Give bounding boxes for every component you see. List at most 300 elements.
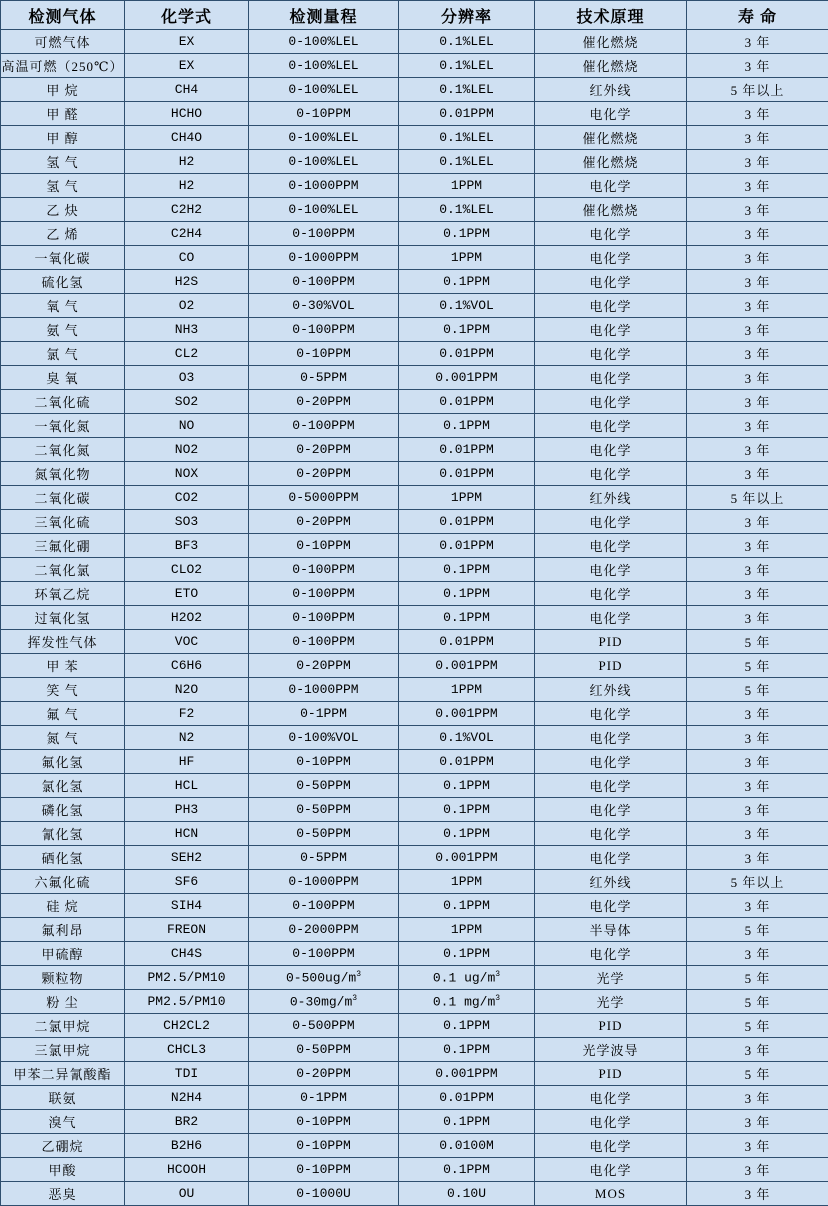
cell-range: 0-1000U xyxy=(249,1182,399,1206)
cell-technology: 电化学 xyxy=(535,846,687,870)
table-row xyxy=(1,966,828,990)
cell-resolution: 0.1PPM xyxy=(399,1158,535,1182)
cell-gas: 氨 气 xyxy=(1,318,125,342)
cell-resolution: 0.1%LEL xyxy=(399,198,535,222)
table-row xyxy=(1,54,828,78)
cell-formula: F2 xyxy=(125,702,249,726)
cell-formula: EX xyxy=(125,54,249,78)
table-row xyxy=(1,438,828,462)
cell-resolution: 0.1 $mg/m^3$ xyxy=(399,990,535,1014)
cell-resolution: 0.1PPM xyxy=(399,774,535,798)
cell-resolution: 0.1PPM xyxy=(399,582,535,606)
cell-lifetime: 3 年 xyxy=(687,150,828,174)
cell-range: 0-100PPM xyxy=(249,222,399,246)
column-header-technology: 技术原理 xyxy=(535,1,687,30)
cell-lifetime: 3 年 xyxy=(687,582,828,606)
cell-formula: PM2.5/PM10 xyxy=(125,990,249,1014)
cell-range: 0-20PPM xyxy=(249,510,399,534)
cell-technology: 电化学 xyxy=(535,1158,687,1182)
cell-range: 0-1PPM xyxy=(249,1086,399,1110)
cell-formula: OU xyxy=(125,1182,249,1206)
cell-technology: 半导体 xyxy=(535,918,687,942)
cell-gas: 甲 烷 xyxy=(1,78,125,102)
cell-formula: N2H4 xyxy=(125,1086,249,1110)
cell-formula: N2 xyxy=(125,726,249,750)
table-row xyxy=(1,654,828,678)
cell-range: 0-1PPM xyxy=(249,702,399,726)
cell-range: 0-20PPM xyxy=(249,390,399,414)
cell-gas: 二氧化碳 xyxy=(1,486,125,510)
cell-lifetime: 5 年 xyxy=(687,918,828,942)
cell-lifetime: 5 年 xyxy=(687,630,828,654)
table-row xyxy=(1,102,828,126)
table-row xyxy=(1,30,828,54)
cell-formula: VOC xyxy=(125,630,249,654)
table-row xyxy=(1,1158,828,1182)
table-row xyxy=(1,702,828,726)
table-row xyxy=(1,150,828,174)
column-header-formula: 化学式 xyxy=(125,1,249,30)
cell-range: 0-100%LEL xyxy=(249,150,399,174)
table-row xyxy=(1,846,828,870)
cell-formula: C6H6 xyxy=(125,654,249,678)
cell-resolution: 0.01PPM xyxy=(399,390,535,414)
cell-formula: H2O2 xyxy=(125,606,249,630)
table-row xyxy=(1,822,828,846)
cell-lifetime: 3 年 xyxy=(687,270,828,294)
cell-lifetime: 3 年 xyxy=(687,462,828,486)
cell-gas: 高温可燃（250℃） xyxy=(1,54,125,78)
cell-resolution: 0.01PPM xyxy=(399,534,535,558)
cell-range: 0-10PPM xyxy=(249,102,399,126)
cell-technology: 电化学 xyxy=(535,894,687,918)
cell-lifetime: 3 年 xyxy=(687,1134,828,1158)
cell-technology: 电化学 xyxy=(535,582,687,606)
table-row xyxy=(1,1182,828,1206)
cell-formula: H2 xyxy=(125,174,249,198)
cell-resolution: 1PPM xyxy=(399,486,535,510)
table-row xyxy=(1,198,828,222)
cell-gas: 一氧化碳 xyxy=(1,246,125,270)
cell-technology: 电化学 xyxy=(535,750,687,774)
cell-formula: PH3 xyxy=(125,798,249,822)
cell-gas: 过氧化氢 xyxy=(1,606,125,630)
cell-gas: 氮氧化物 xyxy=(1,462,125,486)
cell-lifetime: 3 年 xyxy=(687,246,828,270)
cell-technology: 电化学 xyxy=(535,366,687,390)
cell-range: 0-10PPM xyxy=(249,1134,399,1158)
table-row xyxy=(1,606,828,630)
cell-resolution: 0.1%LEL xyxy=(399,150,535,174)
cell-gas: 二氧化氮 xyxy=(1,438,125,462)
cell-resolution: 0.1%LEL xyxy=(399,54,535,78)
table-row xyxy=(1,270,828,294)
cell-technology: 红外线 xyxy=(535,870,687,894)
cell-range: 0-50PPM xyxy=(249,798,399,822)
table-row xyxy=(1,78,828,102)
cell-technology: 催化燃烧 xyxy=(535,54,687,78)
cell-technology: 电化学 xyxy=(535,246,687,270)
cell-formula: CH4O xyxy=(125,126,249,150)
table-row xyxy=(1,678,828,702)
cell-range: 0-10PPM xyxy=(249,534,399,558)
cell-formula: CO2 xyxy=(125,486,249,510)
table-row xyxy=(1,726,828,750)
cell-range: 0-1000PPM xyxy=(249,174,399,198)
table-row xyxy=(1,1110,828,1134)
cell-formula: NOX xyxy=(125,462,249,486)
cell-formula: NO2 xyxy=(125,438,249,462)
cell-resolution: 0.1%VOL xyxy=(399,726,535,750)
cell-formula: EX xyxy=(125,30,249,54)
cell-range: 0-500PPM xyxy=(249,1014,399,1038)
table-row xyxy=(1,534,828,558)
cell-lifetime: 5 年 xyxy=(687,1014,828,1038)
cell-lifetime: 3 年 xyxy=(687,102,828,126)
cell-resolution: 0.01PPM xyxy=(399,102,535,126)
cell-range: 0-100%VOL xyxy=(249,726,399,750)
table-row xyxy=(1,942,828,966)
cell-resolution: 0.1PPM xyxy=(399,1110,535,1134)
cell-range: 0-100PPM xyxy=(249,630,399,654)
cell-lifetime: 3 年 xyxy=(687,198,828,222)
cell-resolution: 0.1PPM xyxy=(399,894,535,918)
cell-gas: 可燃气体 xyxy=(1,30,125,54)
cell-gas: 三氧化硫 xyxy=(1,510,125,534)
cell-resolution: 1PPM xyxy=(399,870,535,894)
cell-formula: SO3 xyxy=(125,510,249,534)
cell-range: 0-2000PPM xyxy=(249,918,399,942)
cell-gas: 环氧乙烷 xyxy=(1,582,125,606)
cell-range: 0-50PPM xyxy=(249,822,399,846)
table-row xyxy=(1,582,828,606)
cell-resolution: 0.01PPM xyxy=(399,342,535,366)
cell-formula: NO xyxy=(125,414,249,438)
table-row xyxy=(1,390,828,414)
cell-technology: 电化学 xyxy=(535,1134,687,1158)
cell-range: 0-100PPM xyxy=(249,582,399,606)
cell-gas: 二氧化氯 xyxy=(1,558,125,582)
cell-gas: 氟利昂 xyxy=(1,918,125,942)
cell-technology: 电化学 xyxy=(535,1086,687,1110)
cell-lifetime: 3 年 xyxy=(687,342,828,366)
cell-lifetime: 3 年 xyxy=(687,846,828,870)
cell-resolution: 0.1PPM xyxy=(399,414,535,438)
cell-range: 0-100%LEL xyxy=(249,30,399,54)
table-row xyxy=(1,174,828,198)
cell-lifetime: 3 年 xyxy=(687,606,828,630)
cell-formula: HCL xyxy=(125,774,249,798)
cell-range: 0-100%LEL xyxy=(249,198,399,222)
cell-resolution: 0.01PPM xyxy=(399,1086,535,1110)
cell-technology: 光学 xyxy=(535,990,687,1014)
table-row xyxy=(1,870,828,894)
cell-range: 0-100%LEL xyxy=(249,54,399,78)
cell-gas: 溴气 xyxy=(1,1110,125,1134)
cell-resolution: 0.1 $ug/m^3$ xyxy=(399,966,535,990)
cell-gas: 氧 气 xyxy=(1,294,125,318)
cell-formula: CH4S xyxy=(125,942,249,966)
cell-technology: 电化学 xyxy=(535,702,687,726)
cell-technology: 电化学 xyxy=(535,318,687,342)
cell-formula: B2H6 xyxy=(125,1134,249,1158)
cell-resolution: 0.1%LEL xyxy=(399,78,535,102)
column-header-range: 检测量程 xyxy=(249,1,399,30)
cell-formula: HCOOH xyxy=(125,1158,249,1182)
table-row xyxy=(1,126,828,150)
cell-gas: 氢 气 xyxy=(1,174,125,198)
cell-lifetime: 3 年 xyxy=(687,222,828,246)
cell-range: 0-100PPM xyxy=(249,558,399,582)
cell-range: 0-20PPM xyxy=(249,462,399,486)
table-row xyxy=(1,510,828,534)
cell-gas: 二氯甲烷 xyxy=(1,1014,125,1038)
cell-resolution: 0.001PPM xyxy=(399,654,535,678)
cell-range: 0-1000PPM xyxy=(249,246,399,270)
cell-lifetime: 5 年 xyxy=(687,990,828,1014)
table-row xyxy=(1,462,828,486)
cell-technology: 光学波导 xyxy=(535,1038,687,1062)
cell-technology: PID xyxy=(535,1014,687,1038)
cell-technology: 催化燃烧 xyxy=(535,198,687,222)
cell-resolution: 0.1PPM xyxy=(399,270,535,294)
cell-lifetime: 3 年 xyxy=(687,894,828,918)
cell-resolution: 1PPM xyxy=(399,678,535,702)
cell-resolution: 0.1PPM xyxy=(399,822,535,846)
cell-technology: 电化学 xyxy=(535,222,687,246)
cell-formula: H2S xyxy=(125,270,249,294)
cell-gas: 氮 气 xyxy=(1,726,125,750)
cell-formula: CHCL3 xyxy=(125,1038,249,1062)
cell-lifetime: 3 年 xyxy=(687,534,828,558)
cell-technology: 电化学 xyxy=(535,294,687,318)
cell-resolution: 0.1PPM xyxy=(399,1014,535,1038)
cell-resolution: 0.01PPM xyxy=(399,750,535,774)
cell-lifetime: 3 年 xyxy=(687,1182,828,1206)
cell-range: 0-20PPM xyxy=(249,438,399,462)
table-row xyxy=(1,222,828,246)
cell-technology: MOS xyxy=(535,1182,687,1206)
cell-technology: 电化学 xyxy=(535,822,687,846)
cell-technology: 电化学 xyxy=(535,942,687,966)
cell-range: 0-100PPM xyxy=(249,894,399,918)
cell-lifetime: 3 年 xyxy=(687,318,828,342)
cell-range: 0-50PPM xyxy=(249,774,399,798)
cell-range: 0-100PPM xyxy=(249,414,399,438)
cell-formula: SEH2 xyxy=(125,846,249,870)
cell-formula: CH4 xyxy=(125,78,249,102)
cell-range: 0-5PPM xyxy=(249,846,399,870)
column-header-lifetime: 寿 命 xyxy=(687,1,828,30)
cell-range: 0-20PPM xyxy=(249,654,399,678)
cell-resolution: 1PPM xyxy=(399,918,535,942)
cell-range: $0-500ug/m^3$ xyxy=(249,966,399,990)
table-row xyxy=(1,894,828,918)
cell-range: 0-100PPM xyxy=(249,318,399,342)
table-row xyxy=(1,918,828,942)
cell-technology: PID xyxy=(535,1062,687,1086)
table-row xyxy=(1,774,828,798)
cell-gas: 甲苯二异氰酸酯 xyxy=(1,1062,125,1086)
cell-technology: 电化学 xyxy=(535,414,687,438)
cell-technology: PID xyxy=(535,654,687,678)
cell-range: 0-100%LEL xyxy=(249,78,399,102)
cell-gas: 二氧化硫 xyxy=(1,390,125,414)
cell-lifetime: 3 年 xyxy=(687,366,828,390)
cell-formula: CH2CL2 xyxy=(125,1014,249,1038)
table-row xyxy=(1,342,828,366)
cell-gas: 颗粒物 xyxy=(1,966,125,990)
cell-formula: CLO2 xyxy=(125,558,249,582)
cell-range: 0-20PPM xyxy=(249,1062,399,1086)
cell-lifetime: 3 年 xyxy=(687,126,828,150)
cell-formula: HF xyxy=(125,750,249,774)
cell-formula: BF3 xyxy=(125,534,249,558)
cell-gas: 氰化氢 xyxy=(1,822,125,846)
cell-range: 0-1000PPM xyxy=(249,678,399,702)
table-row xyxy=(1,414,828,438)
cell-gas: 甲酸 xyxy=(1,1158,125,1182)
table-row xyxy=(1,990,828,1014)
cell-resolution: 0.10U xyxy=(399,1182,535,1206)
cell-technology: 电化学 xyxy=(535,102,687,126)
table-row xyxy=(1,1014,828,1038)
cell-gas: 硫化氢 xyxy=(1,270,125,294)
cell-gas: 一氧化氮 xyxy=(1,414,125,438)
cell-range: 0-30%VOL xyxy=(249,294,399,318)
cell-range: 0-1000PPM xyxy=(249,870,399,894)
cell-resolution: 0.1PPM xyxy=(399,798,535,822)
cell-lifetime: 5 年 xyxy=(687,966,828,990)
cell-gas: 硅 烷 xyxy=(1,894,125,918)
cell-technology: 电化学 xyxy=(535,774,687,798)
table-row xyxy=(1,630,828,654)
cell-resolution: 0.01PPM xyxy=(399,630,535,654)
cell-range: $0-30mg/m^3$ xyxy=(249,990,399,1014)
cell-technology: 电化学 xyxy=(535,726,687,750)
cell-resolution: 0.001PPM xyxy=(399,366,535,390)
cell-lifetime: 3 年 xyxy=(687,942,828,966)
cell-lifetime: 5 年 xyxy=(687,678,828,702)
cell-lifetime: 3 年 xyxy=(687,294,828,318)
cell-range: 0-100PPM xyxy=(249,942,399,966)
cell-lifetime: 3 年 xyxy=(687,510,828,534)
cell-gas: 乙 烯 xyxy=(1,222,125,246)
cell-resolution: 0.1%VOL xyxy=(399,294,535,318)
cell-range: 0-10PPM xyxy=(249,750,399,774)
cell-lifetime: 5 年 xyxy=(687,654,828,678)
cell-technology: 电化学 xyxy=(535,510,687,534)
cell-formula: SF6 xyxy=(125,870,249,894)
cell-lifetime: 3 年 xyxy=(687,390,828,414)
table-row xyxy=(1,1038,828,1062)
cell-lifetime: 3 年 xyxy=(687,726,828,750)
table-row xyxy=(1,558,828,582)
cell-formula: C2H2 xyxy=(125,198,249,222)
cell-gas: 氟化氢 xyxy=(1,750,125,774)
cell-resolution: 0.001PPM xyxy=(399,1062,535,1086)
cell-gas: 磷化氢 xyxy=(1,798,125,822)
column-header-gas: 检测气体 xyxy=(1,1,125,30)
table-row xyxy=(1,1086,828,1110)
cell-technology: 电化学 xyxy=(535,174,687,198)
cell-range: 0-100PPM xyxy=(249,270,399,294)
cell-technology: 电化学 xyxy=(535,1110,687,1134)
cell-technology: 红外线 xyxy=(535,678,687,702)
cell-formula: CL2 xyxy=(125,342,249,366)
cell-formula: FREON xyxy=(125,918,249,942)
cell-technology: 催化燃烧 xyxy=(535,30,687,54)
table-row xyxy=(1,366,828,390)
cell-formula: C2H4 xyxy=(125,222,249,246)
cell-lifetime: 3 年 xyxy=(687,558,828,582)
cell-resolution: 0.1PPM xyxy=(399,606,535,630)
cell-lifetime: 5 年 xyxy=(687,1062,828,1086)
cell-gas: 恶臭 xyxy=(1,1182,125,1206)
cell-range: 0-5000PPM xyxy=(249,486,399,510)
column-header-resolution: 分辨率 xyxy=(399,1,535,30)
cell-formula: SO2 xyxy=(125,390,249,414)
cell-gas: 笑 气 xyxy=(1,678,125,702)
cell-range: 0-10PPM xyxy=(249,1158,399,1182)
cell-technology: 催化燃烧 xyxy=(535,150,687,174)
cell-lifetime: 5 年以上 xyxy=(687,870,828,894)
cell-formula: HCN xyxy=(125,822,249,846)
cell-lifetime: 3 年 xyxy=(687,54,828,78)
table-row xyxy=(1,798,828,822)
cell-resolution: 0.001PPM xyxy=(399,846,535,870)
cell-technology: 电化学 xyxy=(535,390,687,414)
cell-gas: 甲 苯 xyxy=(1,654,125,678)
cell-formula: SIH4 xyxy=(125,894,249,918)
cell-formula: CO xyxy=(125,246,249,270)
cell-resolution: 1PPM xyxy=(399,174,535,198)
cell-formula: NH3 xyxy=(125,318,249,342)
cell-range: 0-50PPM xyxy=(249,1038,399,1062)
cell-technology: 电化学 xyxy=(535,798,687,822)
cell-lifetime: 3 年 xyxy=(687,1158,828,1182)
cell-resolution: 0.1%LEL xyxy=(399,126,535,150)
cell-resolution: 0.0100M xyxy=(399,1134,535,1158)
cell-range: 0-10PPM xyxy=(249,342,399,366)
cell-technology: 电化学 xyxy=(535,534,687,558)
table-header-row xyxy=(1,1,828,30)
cell-resolution: 0.1%LEL xyxy=(399,30,535,54)
cell-lifetime: 3 年 xyxy=(687,798,828,822)
cell-technology: 红外线 xyxy=(535,78,687,102)
cell-gas: 粉 尘 xyxy=(1,990,125,1014)
cell-gas: 甲 醇 xyxy=(1,126,125,150)
cell-formula: O2 xyxy=(125,294,249,318)
cell-lifetime: 3 年 xyxy=(687,822,828,846)
cell-resolution: 0.1PPM xyxy=(399,942,535,966)
cell-gas: 挥发性气体 xyxy=(1,630,125,654)
cell-formula: HCHO xyxy=(125,102,249,126)
cell-range: 0-10PPM xyxy=(249,1110,399,1134)
cell-range: 0-100%LEL xyxy=(249,126,399,150)
cell-technology: PID xyxy=(535,630,687,654)
cell-gas: 氟 气 xyxy=(1,702,125,726)
cell-technology: 光学 xyxy=(535,966,687,990)
cell-resolution: 0.1PPM xyxy=(399,318,535,342)
cell-formula: BR2 xyxy=(125,1110,249,1134)
cell-gas: 联氨 xyxy=(1,1086,125,1110)
cell-formula: PM2.5/PM10 xyxy=(125,966,249,990)
cell-gas: 三氯甲烷 xyxy=(1,1038,125,1062)
cell-gas: 氯化氢 xyxy=(1,774,125,798)
cell-gas: 氯 气 xyxy=(1,342,125,366)
cell-formula: ETO xyxy=(125,582,249,606)
